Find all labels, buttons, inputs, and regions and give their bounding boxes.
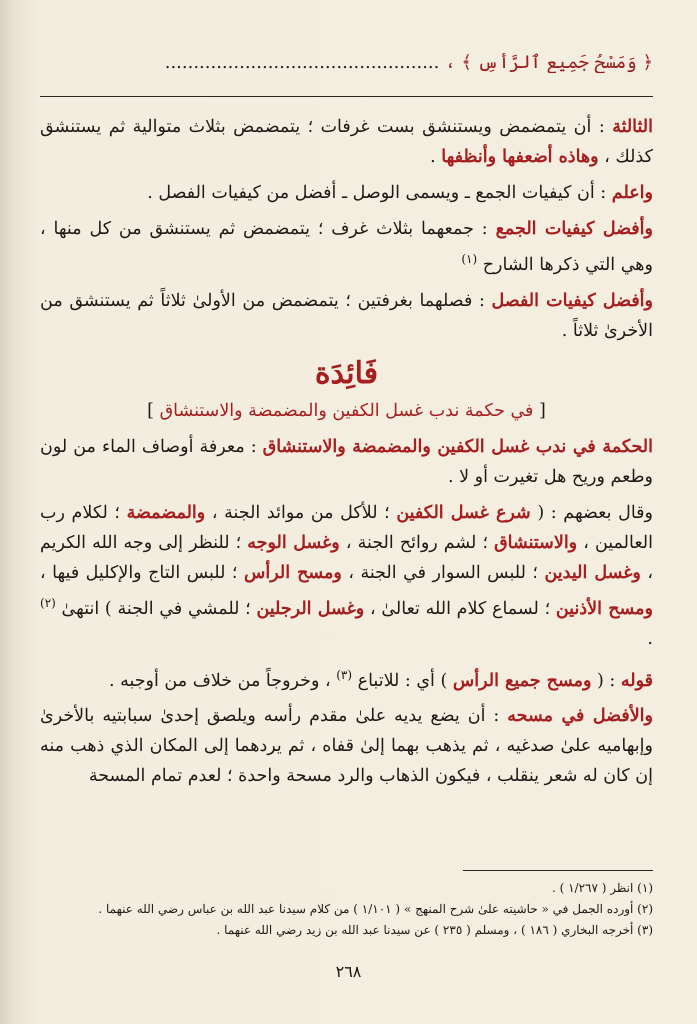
paragraph-text: ؛ للبس التاج والإكليل فيها ، xyxy=(40,562,238,583)
paragraph-text: ؛ للأكل من موائد الجنة ، xyxy=(211,502,390,523)
highlight-text: ومسح الرأس xyxy=(243,562,342,583)
paragraph-text: ؛ لكلام رب العالمين ، xyxy=(40,502,653,553)
running-header-title: ﴿ وَمَسْحُ جَمِيعِ ٱلرَّأْسِ ﴾ ، xyxy=(445,52,653,73)
paragraph-text: : أن يتمضمض ويستنشق بست غرفات ؛ يتمضمض بثلاث متوالية ثم يستنشق كذلك ، xyxy=(40,117,653,167)
paragraph-qawluh xyxy=(40,660,653,696)
section-heading: فَائِدَة xyxy=(314,355,379,391)
paragraph-label: الحكمة في ندب غسل الكفين والمضمضة والاستنشاق xyxy=(262,436,653,457)
paragraph-text: : معرفة أوصاف الماء من لون وطعم وريح هل تغيرت أو لا . xyxy=(40,436,653,487)
footnote-mark[interactable]: (١) xyxy=(461,252,478,266)
highlight-text: وغسل الوجه xyxy=(247,532,340,553)
paragraph-text: وقال بعضهم : ( xyxy=(537,502,653,523)
paragraph-text: ) أي : للاتباع xyxy=(357,670,448,691)
paragraph-label: وأفضل كيفيات الفصل xyxy=(491,290,653,311)
paragraph-know xyxy=(40,178,653,208)
paragraph-join-best xyxy=(40,214,653,280)
highlight-text: شرع غسل الكفين xyxy=(396,502,531,523)
highlight-text: وغسل الرجلين xyxy=(256,598,365,619)
paragraph-label: الثالثة xyxy=(612,117,653,137)
footnote: (٢) أورده الجمل في « حاشيته علىٰ شرح المنهج » ( ١/١٠١ ) من كلام سيدنا عبد الله بن عباس رضي الله عنهما . xyxy=(98,902,653,916)
footnote: (٣) أخرجه البخاري ( ١٨٦ ) ، ومسلم ( ٢٣٥ ) عن سيدنا عبد الله بن زيد رضي الله عنهما . xyxy=(216,923,653,937)
paragraph-text: ؛ للبس السوار في الجنة ، xyxy=(348,562,538,583)
paragraph-label: والأفضل في مسحه xyxy=(507,706,654,727)
paragraph-text: ، وخروجاً من خلاف من أوجبه . xyxy=(108,670,331,691)
highlight-text: ومسح الأذنين xyxy=(555,598,653,619)
highlight-text: ومسح جميع الرأس xyxy=(452,670,592,691)
footnotes xyxy=(40,878,653,941)
bracket-close: ] xyxy=(147,400,154,421)
paragraph-label: وأفضل كيفيات الجمع xyxy=(495,219,653,239)
highlight-text: والاستنشاق xyxy=(494,532,578,553)
paragraph-wisdom xyxy=(40,432,653,492)
footnote-rule xyxy=(463,870,653,871)
paragraph-text: ؛ لشم روائح الجنة ، xyxy=(345,532,489,553)
running-header-dots: ................................................ xyxy=(164,52,440,73)
running-header xyxy=(40,52,653,73)
paragraph-separate-best xyxy=(40,286,653,346)
footnote-mark[interactable]: (٣) xyxy=(336,667,353,682)
paragraph-text: : جمعهما بثلاث غرف ؛ يتمضمض ثم يستنشق من كل منها ، وهي التي ذكرها الشارح xyxy=(40,219,653,275)
paragraph-quote xyxy=(40,498,653,654)
header-rule xyxy=(40,96,653,97)
section-subtitle-text: في حكمة ندب غسل الكفين والمضمضة والاستنشاق xyxy=(159,400,534,421)
section-subtitle xyxy=(40,396,653,426)
highlight-text: والمضمضة xyxy=(126,502,206,523)
highlight-text: وغسل اليدين xyxy=(544,562,641,583)
paragraph-third xyxy=(40,112,653,172)
paragraph-text: . xyxy=(430,147,442,167)
page-number: ٢٦٨ xyxy=(335,962,362,981)
bracket-open: [ xyxy=(538,400,546,421)
paragraph-text: : أن يضع يديه علىٰ مقدم رأسه ويلصق إحدىٰ سبابتيه بالأخرىٰ وإبهاميه علىٰ صدغيه ، ثم يذهب بهما إلىٰ قفاه ، ثم يردهما إلى المكان الذي ذهب منه إن كان له شعر ينقلب ، فيكون الذهاب والرد مسحة واحدة ؛ لعدم تمام المسحة xyxy=(40,706,653,787)
paragraph-text: : ( xyxy=(597,670,616,691)
footnote-mark[interactable]: (٢) xyxy=(40,595,56,610)
main-text xyxy=(40,112,653,797)
paragraph-text: ؛ للمشي في الجنة ) انتهىٰ xyxy=(61,598,251,619)
highlight-text: وهاذه أضعفها وأنظفها xyxy=(441,147,599,167)
paragraph-text: . xyxy=(647,628,653,649)
paragraph-label: قوله xyxy=(620,670,653,691)
paragraph-text: ؛ لسماع كلام الله تعالىٰ ، xyxy=(369,598,551,619)
paragraph-text: : أن كيفيات الجمع ـ ويسمى الوصل ـ أفضل من كيفيات الفصل . xyxy=(147,183,607,203)
footnote: (١) انظر ( ١/٢٦٧ ) . xyxy=(551,881,653,895)
paragraph-wiping xyxy=(40,701,653,791)
paragraph-label: واعلم xyxy=(611,183,653,203)
paragraph-text: : فصلهما بغرفتين ؛ يتمضمض من الأولىٰ ثلاثاً ثم يستنشق من الأخرىٰ ثلاثاً . xyxy=(40,290,653,341)
paragraph-text: ؛ للنظر إلى وجه الله الكريم ، xyxy=(40,532,653,583)
